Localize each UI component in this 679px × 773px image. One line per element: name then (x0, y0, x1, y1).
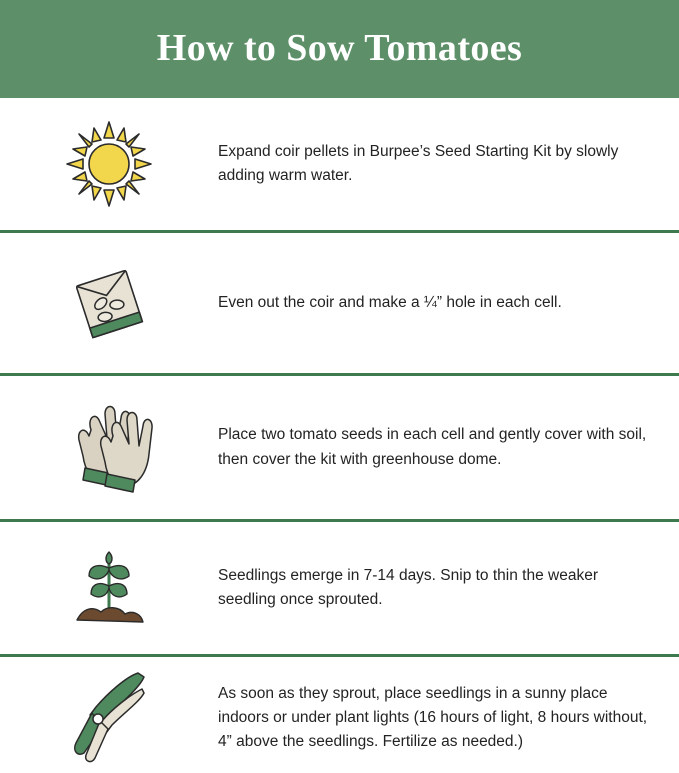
sun-icon (65, 120, 153, 208)
seedling-sprout-icon (59, 538, 159, 638)
list-item (0, 522, 679, 657)
step-icon-cell (0, 120, 218, 208)
page-title: How to Sow Tomatoes (156, 27, 523, 70)
pruning-shears-icon (56, 663, 162, 767)
step-text-cell (218, 291, 679, 315)
list-item (0, 657, 679, 773)
step-icon-cell (0, 257, 218, 349)
step-text: Seedlings emerge in 7-14 days. Snip to thin the weaker seedling once sprouted. (218, 566, 598, 608)
step-text-cell (218, 676, 679, 754)
list-item (0, 376, 679, 522)
step-text-cell (218, 140, 679, 188)
step-text: Even out the coir and make a ¼” hole in each cell. (218, 293, 562, 311)
page-header (0, 0, 679, 98)
list-item (0, 98, 679, 233)
list-item (0, 233, 679, 376)
step-text: Place two tomato seeds in each cell and gently cover with soil, then cover the kit with greenhouse dome. (218, 426, 647, 468)
seed-packet-icon (61, 257, 157, 349)
garden-gloves-icon (61, 396, 157, 500)
step-text: As soon as they sprout, place seedlings in a sunny place indoors or under plant lights (16 hours of light, 8 hours without, 4” above the seedlings. Fertilize as needed.) (218, 684, 648, 750)
step-text-cell (218, 564, 679, 612)
step-icon-cell (0, 538, 218, 638)
step-text: Expand coir pellets in Burpee’s Seed Starting Kit by slowly adding warm water. (218, 142, 619, 184)
steps-list (0, 98, 679, 773)
step-icon-cell (0, 663, 218, 767)
step-icon-cell (0, 396, 218, 500)
step-text-cell (218, 423, 679, 471)
